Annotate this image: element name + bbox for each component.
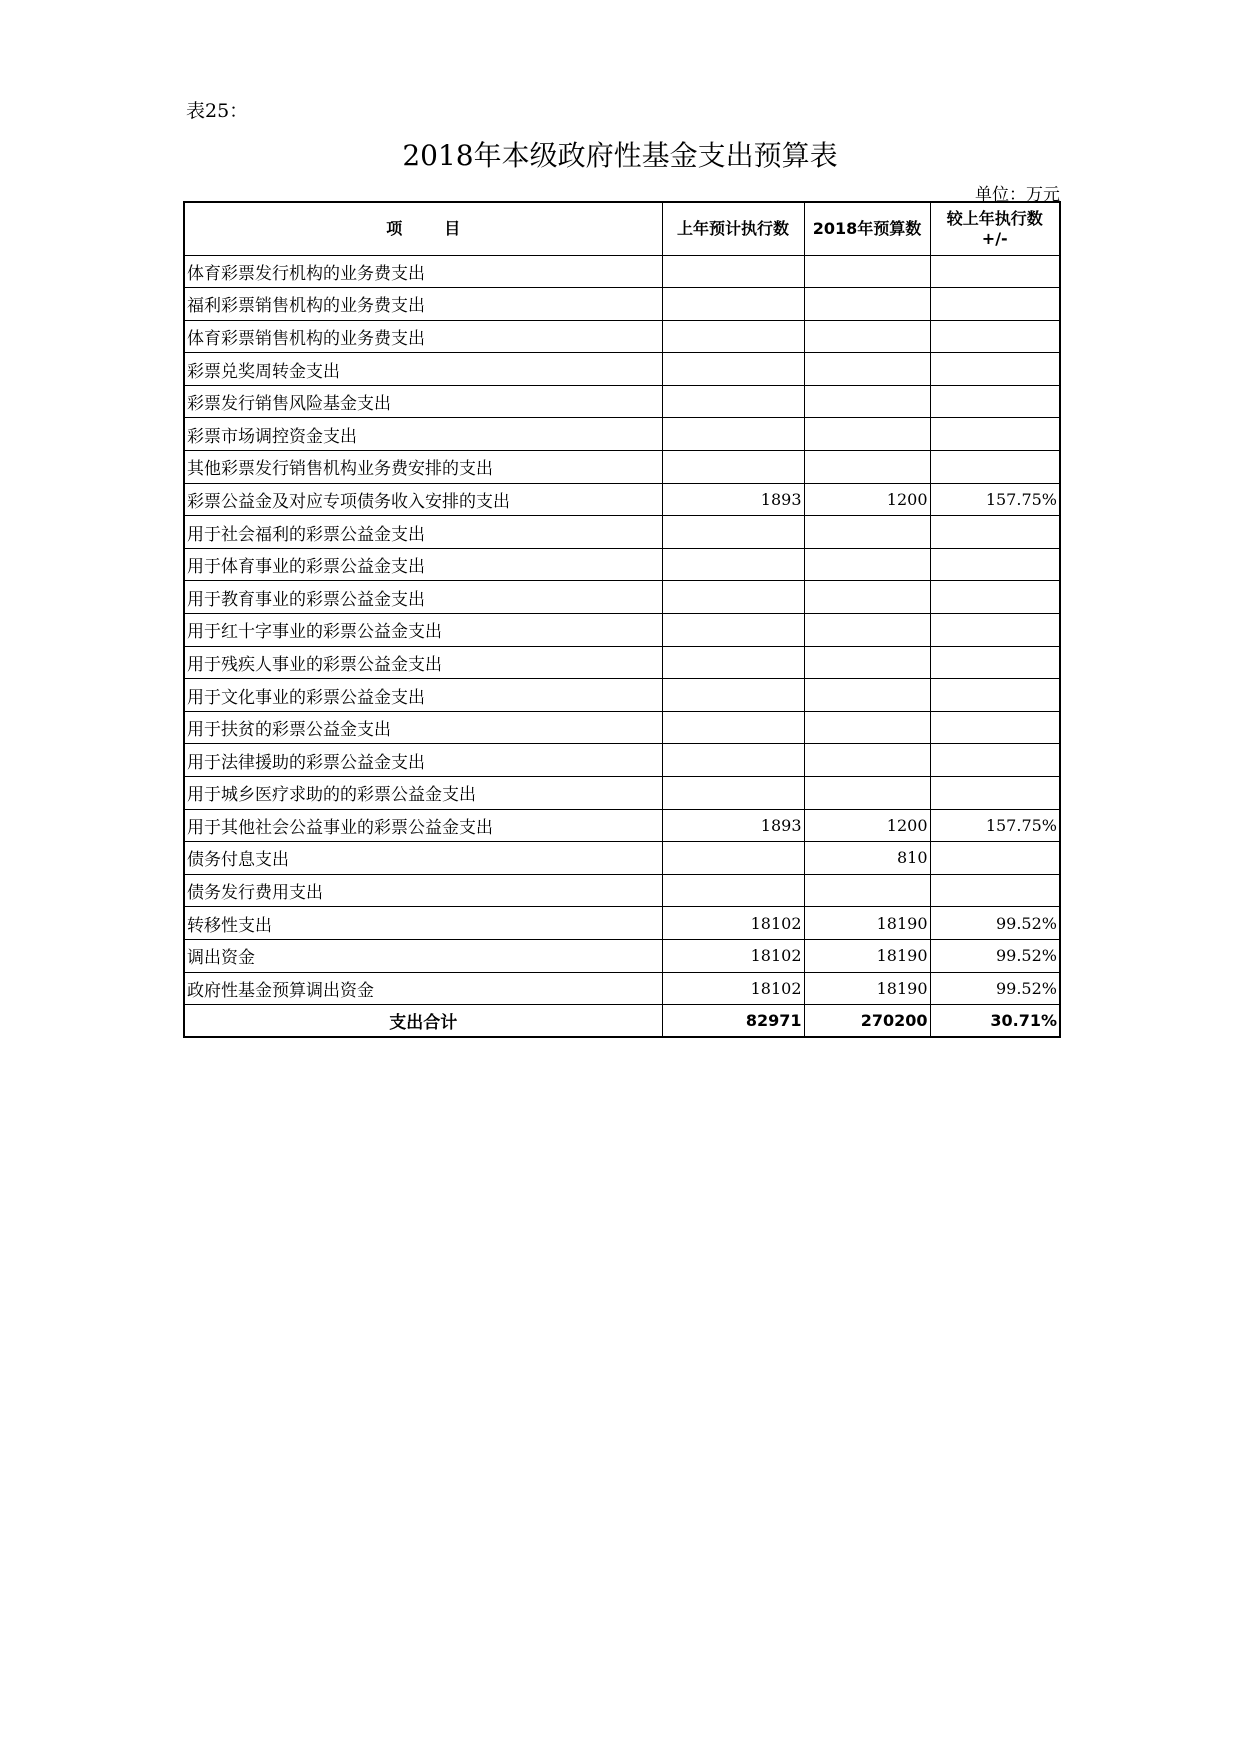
row-change-value: 99.52%	[930, 972, 1060, 1005]
row-prev-year-value	[662, 516, 804, 549]
row-prev-year-value	[662, 744, 804, 777]
table-row	[184, 939, 1060, 972]
row-budget-value: 810	[804, 842, 930, 875]
total-prev-year-value: 82971	[662, 1005, 804, 1038]
row-item-name: 用于其他社会公益事业的彩票公益金支出	[184, 809, 662, 842]
row-item-name: 体育彩票发行机构的业务费支出	[184, 255, 662, 288]
table-row	[184, 614, 1060, 647]
header-change	[930, 202, 1060, 255]
row-change-value	[930, 581, 1060, 614]
row-prev-year-value	[662, 711, 804, 744]
table-row	[184, 809, 1060, 842]
row-budget-value	[804, 581, 930, 614]
row-change-value	[930, 744, 1060, 777]
table-row	[184, 516, 1060, 549]
row-change-value	[930, 385, 1060, 418]
row-budget-value	[804, 711, 930, 744]
row-change-value: 99.52%	[930, 907, 1060, 940]
row-item-name: 用于社会福利的彩票公益金支出	[184, 516, 662, 549]
row-budget-value: 18190	[804, 907, 930, 940]
row-prev-year-value	[662, 255, 804, 288]
row-prev-year-value: 18102	[662, 907, 804, 940]
total-label: 支出合计	[184, 1005, 662, 1038]
row-budget-value: 1200	[804, 483, 930, 516]
row-prev-year-value: 18102	[662, 972, 804, 1005]
total-row	[184, 1005, 1060, 1038]
row-change-value	[930, 288, 1060, 321]
row-prev-year-value	[662, 353, 804, 386]
row-change-value	[930, 679, 1060, 712]
row-item-name: 政府性基金预算调出资金	[184, 972, 662, 1005]
row-prev-year-value	[662, 874, 804, 907]
row-item-name: 用于残疾人事业的彩票公益金支出	[184, 646, 662, 679]
row-change-value	[930, 711, 1060, 744]
row-budget-value	[804, 353, 930, 386]
row-item-name: 彩票公益金及对应专项债务收入安排的支出	[184, 483, 662, 516]
row-change-value	[930, 353, 1060, 386]
row-budget-value	[804, 646, 930, 679]
row-change-value	[930, 516, 1060, 549]
row-budget-value	[804, 614, 930, 647]
row-change-value	[930, 842, 1060, 875]
row-budget-value	[804, 777, 930, 810]
row-budget-value	[804, 320, 930, 353]
total-change-value: 30.71%	[930, 1005, 1060, 1038]
row-budget-value	[804, 385, 930, 418]
row-prev-year-value: 1893	[662, 809, 804, 842]
table-row	[184, 288, 1060, 321]
table-row	[184, 418, 1060, 451]
row-prev-year-value	[662, 679, 804, 712]
header-prev-year: 上年预计执行数	[662, 202, 804, 255]
row-item-name: 彩票市场调控资金支出	[184, 418, 662, 451]
table-row	[184, 581, 1060, 614]
row-item-name: 其他彩票发行销售机构业务费安排的支出	[184, 451, 662, 484]
row-budget-value	[804, 516, 930, 549]
row-item-name: 用于体育事业的彩票公益金支出	[184, 548, 662, 581]
row-item-name: 彩票发行销售风险基金支出	[184, 385, 662, 418]
unit-label: 单位：万元	[975, 185, 1060, 205]
row-prev-year-value	[662, 548, 804, 581]
header-change-line-1: 较上年执行数	[946, 208, 1043, 228]
table-row	[184, 483, 1060, 516]
header-item-part-1: 项	[386, 218, 403, 238]
row-prev-year-value	[662, 418, 804, 451]
row-item-name: 转移性支出	[184, 907, 662, 940]
row-prev-year-value	[662, 646, 804, 679]
row-budget-value	[804, 451, 930, 484]
row-change-value	[930, 320, 1060, 353]
header-item-part-2: 目	[444, 218, 461, 238]
page-title: 2018年本级政府性基金支出预算表	[402, 139, 838, 172]
row-item-name: 体育彩票销售机构的业务费支出	[184, 320, 662, 353]
table-row	[184, 548, 1060, 581]
row-budget-value	[804, 255, 930, 288]
row-change-value: 157.75%	[930, 483, 1060, 516]
table-row	[184, 353, 1060, 386]
row-budget-value	[804, 548, 930, 581]
table-row	[184, 777, 1060, 810]
table-row	[184, 744, 1060, 777]
row-item-name: 福利彩票销售机构的业务费支出	[184, 288, 662, 321]
row-item-name: 彩票兑奖周转金支出	[184, 353, 662, 386]
row-change-value	[930, 614, 1060, 647]
table-row	[184, 646, 1060, 679]
row-item-name: 用于扶贫的彩票公益金支出	[184, 711, 662, 744]
row-item-name: 债务付息支出	[184, 842, 662, 875]
row-change-value	[930, 777, 1060, 810]
row-budget-value: 1200	[804, 809, 930, 842]
header-budget-2018: 2018年预算数	[804, 202, 930, 255]
row-change-value: 99.52%	[930, 939, 1060, 972]
row-budget-value: 18190	[804, 939, 930, 972]
row-change-value	[930, 874, 1060, 907]
row-prev-year-value	[662, 777, 804, 810]
table-label: 表25：	[186, 100, 249, 122]
row-item-name: 调出资金	[184, 939, 662, 972]
row-item-name: 用于教育事业的彩票公益金支出	[184, 581, 662, 614]
table-row	[184, 842, 1060, 875]
row-prev-year-value	[662, 614, 804, 647]
table-row	[184, 451, 1060, 484]
row-budget-value	[804, 744, 930, 777]
row-change-value: 157.75%	[930, 809, 1060, 842]
table-row	[184, 874, 1060, 907]
table-row	[184, 385, 1060, 418]
row-prev-year-value: 18102	[662, 939, 804, 972]
row-prev-year-value: 1893	[662, 483, 804, 516]
row-change-value	[930, 646, 1060, 679]
table-row	[184, 972, 1060, 1005]
header-row	[184, 202, 1060, 255]
row-item-name: 用于法律援助的彩票公益金支出	[184, 744, 662, 777]
row-change-value	[930, 418, 1060, 451]
table-row	[184, 679, 1060, 712]
row-item-name: 用于红十字事业的彩票公益金支出	[184, 614, 662, 647]
table-row	[184, 711, 1060, 744]
row-item-name: 用于文化事业的彩票公益金支出	[184, 679, 662, 712]
header-item	[184, 202, 662, 255]
table-row	[184, 907, 1060, 940]
budget-table	[183, 201, 1061, 1038]
total-budget-value: 270200	[804, 1005, 930, 1038]
row-prev-year-value	[662, 288, 804, 321]
row-item-name: 用于城乡医疗求助的的彩票公益金支出	[184, 777, 662, 810]
table-row	[184, 320, 1060, 353]
row-change-value	[930, 255, 1060, 288]
header-change-line-2: +/-	[981, 228, 1008, 248]
row-budget-value	[804, 679, 930, 712]
table-row	[184, 255, 1060, 288]
row-prev-year-value	[662, 451, 804, 484]
row-prev-year-value	[662, 385, 804, 418]
row-budget-value	[804, 288, 930, 321]
row-budget-value: 18190	[804, 972, 930, 1005]
row-item-name: 债务发行费用支出	[184, 874, 662, 907]
row-prev-year-value	[662, 320, 804, 353]
row-budget-value	[804, 874, 930, 907]
row-change-value	[930, 548, 1060, 581]
row-prev-year-value	[662, 842, 804, 875]
row-budget-value	[804, 418, 930, 451]
row-prev-year-value	[662, 581, 804, 614]
row-change-value	[930, 451, 1060, 484]
